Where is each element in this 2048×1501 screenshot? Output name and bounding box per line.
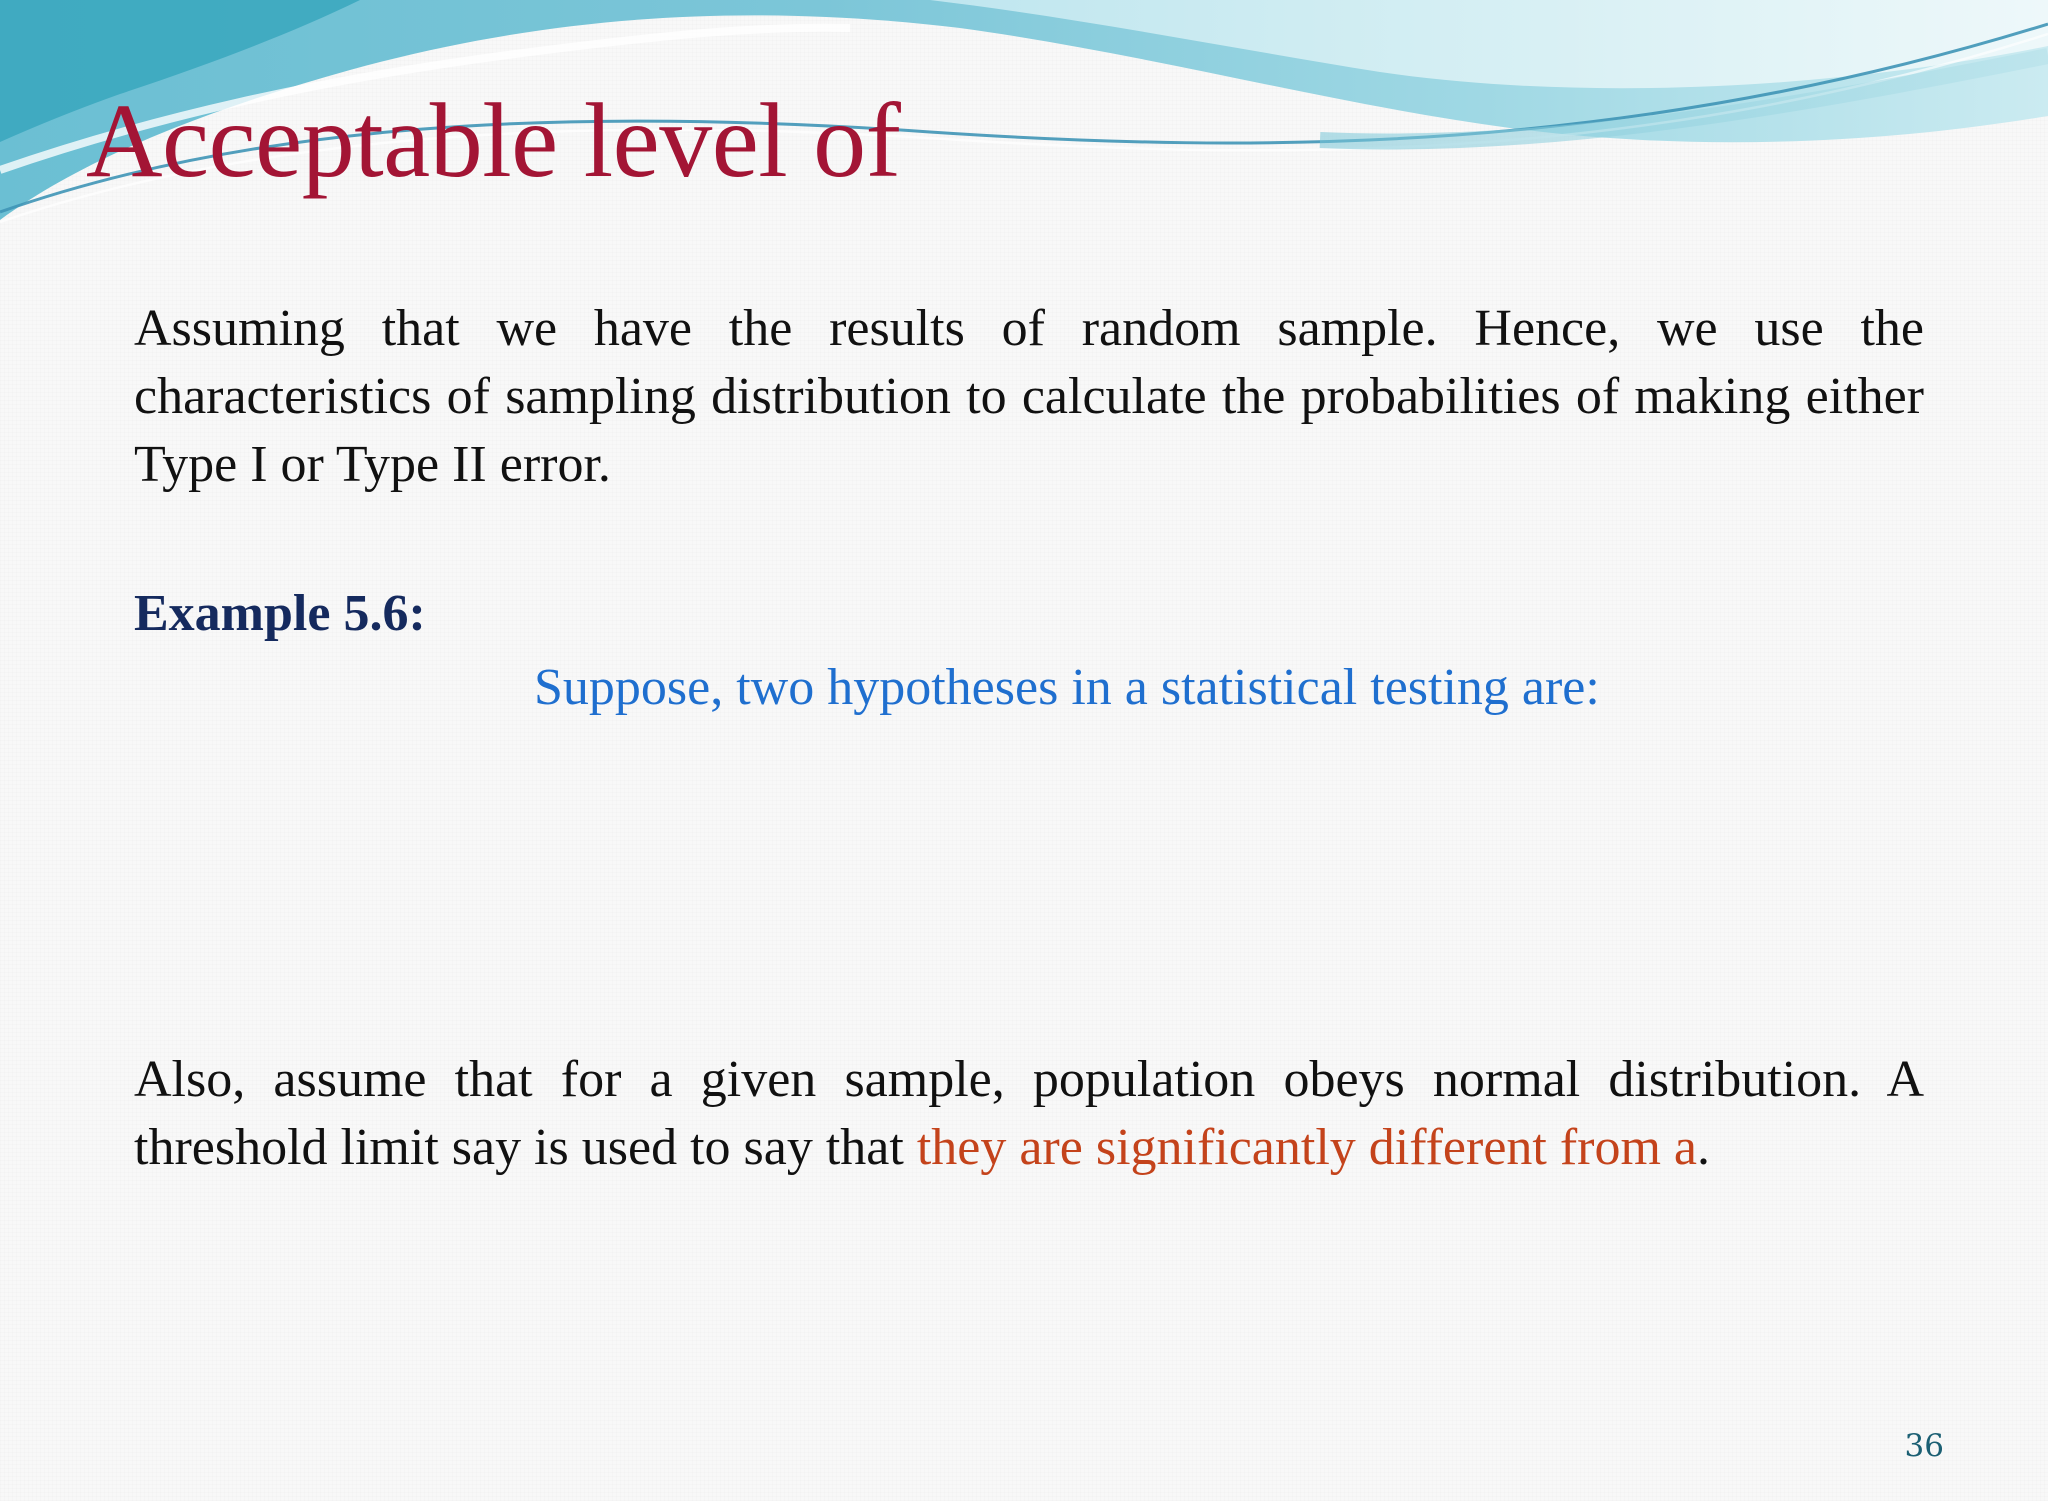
page-number: 36 <box>1904 1428 1944 1464</box>
slide-title: Acceptable level of <box>86 82 901 199</box>
intro-paragraph: Assuming that we have the results of random sample. Hence, we use the characteristics of sampling distribution to calculate the probabilities of making either Type I or Type II error. <box>134 300 1924 493</box>
assumption-paragraph <box>134 1046 1924 1182</box>
assumption-paragraph-start: Also, assume that for a given sample, population obeys normal distribution. A threshold limit say is used to say that <box>134 1051 1924 1176</box>
significance-highlight: they are significantly different from a <box>916 1119 1698 1176</box>
example-label: Example 5.6: <box>134 585 426 642</box>
assumption-paragraph-end: . <box>1697 1119 1711 1176</box>
example-introduction: Suppose, two hypotheses in a statistical testing are: <box>534 659 1600 716</box>
